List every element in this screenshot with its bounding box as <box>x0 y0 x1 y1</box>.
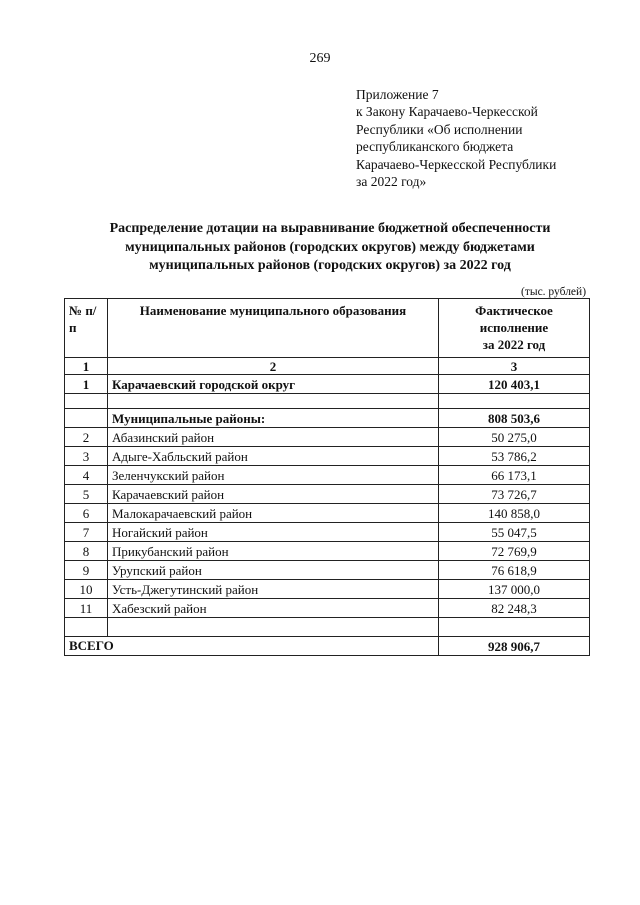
document-title <box>70 220 590 276</box>
page-number: 269 <box>309 51 331 66</box>
header-fact-line: исполнение <box>479 320 549 335</box>
row-value: 120 403,1 <box>439 375 590 394</box>
row-value: 73 726,7 <box>439 485 590 504</box>
title-line: муниципальных районов (городских округов) за 2022 год <box>149 258 511 273</box>
table-row <box>65 561 590 580</box>
row-num: 6 <box>65 504 108 523</box>
title-line: муниципальных районов (городских округов) между бюджетами <box>125 239 535 255</box>
row-value: 137 000,0 <box>439 580 590 599</box>
header-fact-line: Фактическое <box>475 303 553 318</box>
row-name: Хабезский район <box>108 599 439 618</box>
row-value: 76 618,9 <box>439 561 590 580</box>
row-name: Урупский район <box>108 561 439 580</box>
header-fact-line: за 2022 год <box>482 337 546 352</box>
appendix-line: за 2022 год» <box>356 174 427 190</box>
column-number: 1 <box>65 358 108 375</box>
header-num: № п/п <box>65 299 108 358</box>
table-row <box>65 580 590 599</box>
total-value: 928 906,7 <box>439 637 590 656</box>
row-name: Муниципальные районы: <box>108 409 439 428</box>
row-name: Карачаевский городской округ <box>108 375 439 394</box>
row-name: Карачаевский район <box>108 485 439 504</box>
table-row <box>65 523 590 542</box>
row-name: Усть-Джегутинский район <box>108 580 439 599</box>
row-value: 50 275,0 <box>439 428 590 447</box>
column-number-row <box>65 358 590 375</box>
districts-header-row <box>65 409 590 428</box>
header-fact <box>439 299 590 358</box>
row-num: 10 <box>65 580 108 599</box>
appendix-line: Приложение 7 <box>356 87 439 102</box>
row-num: 3 <box>65 447 108 466</box>
table-row <box>65 447 590 466</box>
spacer-row <box>65 618 590 637</box>
row-value: 82 248,3 <box>439 599 590 618</box>
row-name: Абазинский район <box>108 428 439 447</box>
table-row <box>65 599 590 618</box>
appendix-line: Республики «Об исполнении <box>356 121 523 137</box>
row-name: Адыге-Хабльский район <box>108 447 439 466</box>
table-row <box>65 466 590 485</box>
row-name: Ногайский район <box>108 523 439 542</box>
city-district-row <box>65 375 590 394</box>
table-header-row <box>65 299 590 358</box>
header-name: Наименование муниципального образования <box>108 299 439 358</box>
total-row <box>65 637 590 656</box>
column-number: 3 <box>439 358 590 375</box>
title-line: Распределение дотации на выравнивание бюджетной обеспеченности <box>109 221 551 236</box>
row-name: Зеленчукский район <box>108 466 439 485</box>
appendix-line: республиканского бюджета <box>356 139 514 155</box>
row-value: 72 769,9 <box>439 542 590 561</box>
row-num: 2 <box>65 428 108 447</box>
total-label: ВСЕГО <box>65 637 439 656</box>
row-value: 140 858,0 <box>439 504 590 523</box>
row-value: 66 173,1 <box>439 466 590 485</box>
row-value: 53 786,2 <box>439 447 590 466</box>
appendix-line: к Закону Карачаево-Черкесской <box>356 104 538 120</box>
row-value: 55 047,5 <box>439 523 590 542</box>
table-row <box>65 485 590 504</box>
spacer-row <box>65 394 590 409</box>
row-num: 11 <box>65 599 108 618</box>
row-num: 9 <box>65 561 108 580</box>
row-name: Прикубанский район <box>108 542 439 561</box>
row-num: 7 <box>65 523 108 542</box>
row-num: 5 <box>65 485 108 504</box>
units-label: (тыс. рублей) <box>521 286 587 298</box>
budget-table <box>64 298 590 656</box>
appendix-line: Карачаево-Черкесской Республики <box>356 156 557 172</box>
row-num: 8 <box>65 542 108 561</box>
table-row <box>65 542 590 561</box>
row-name: Малокарачаевский район <box>108 504 439 523</box>
table-row <box>65 504 590 523</box>
table-row <box>65 428 590 447</box>
row-num: 1 <box>65 375 108 394</box>
row-value: 808 503,6 <box>439 409 590 428</box>
appendix-note <box>356 86 556 190</box>
row-num: 4 <box>65 466 108 485</box>
column-number: 2 <box>108 358 439 375</box>
